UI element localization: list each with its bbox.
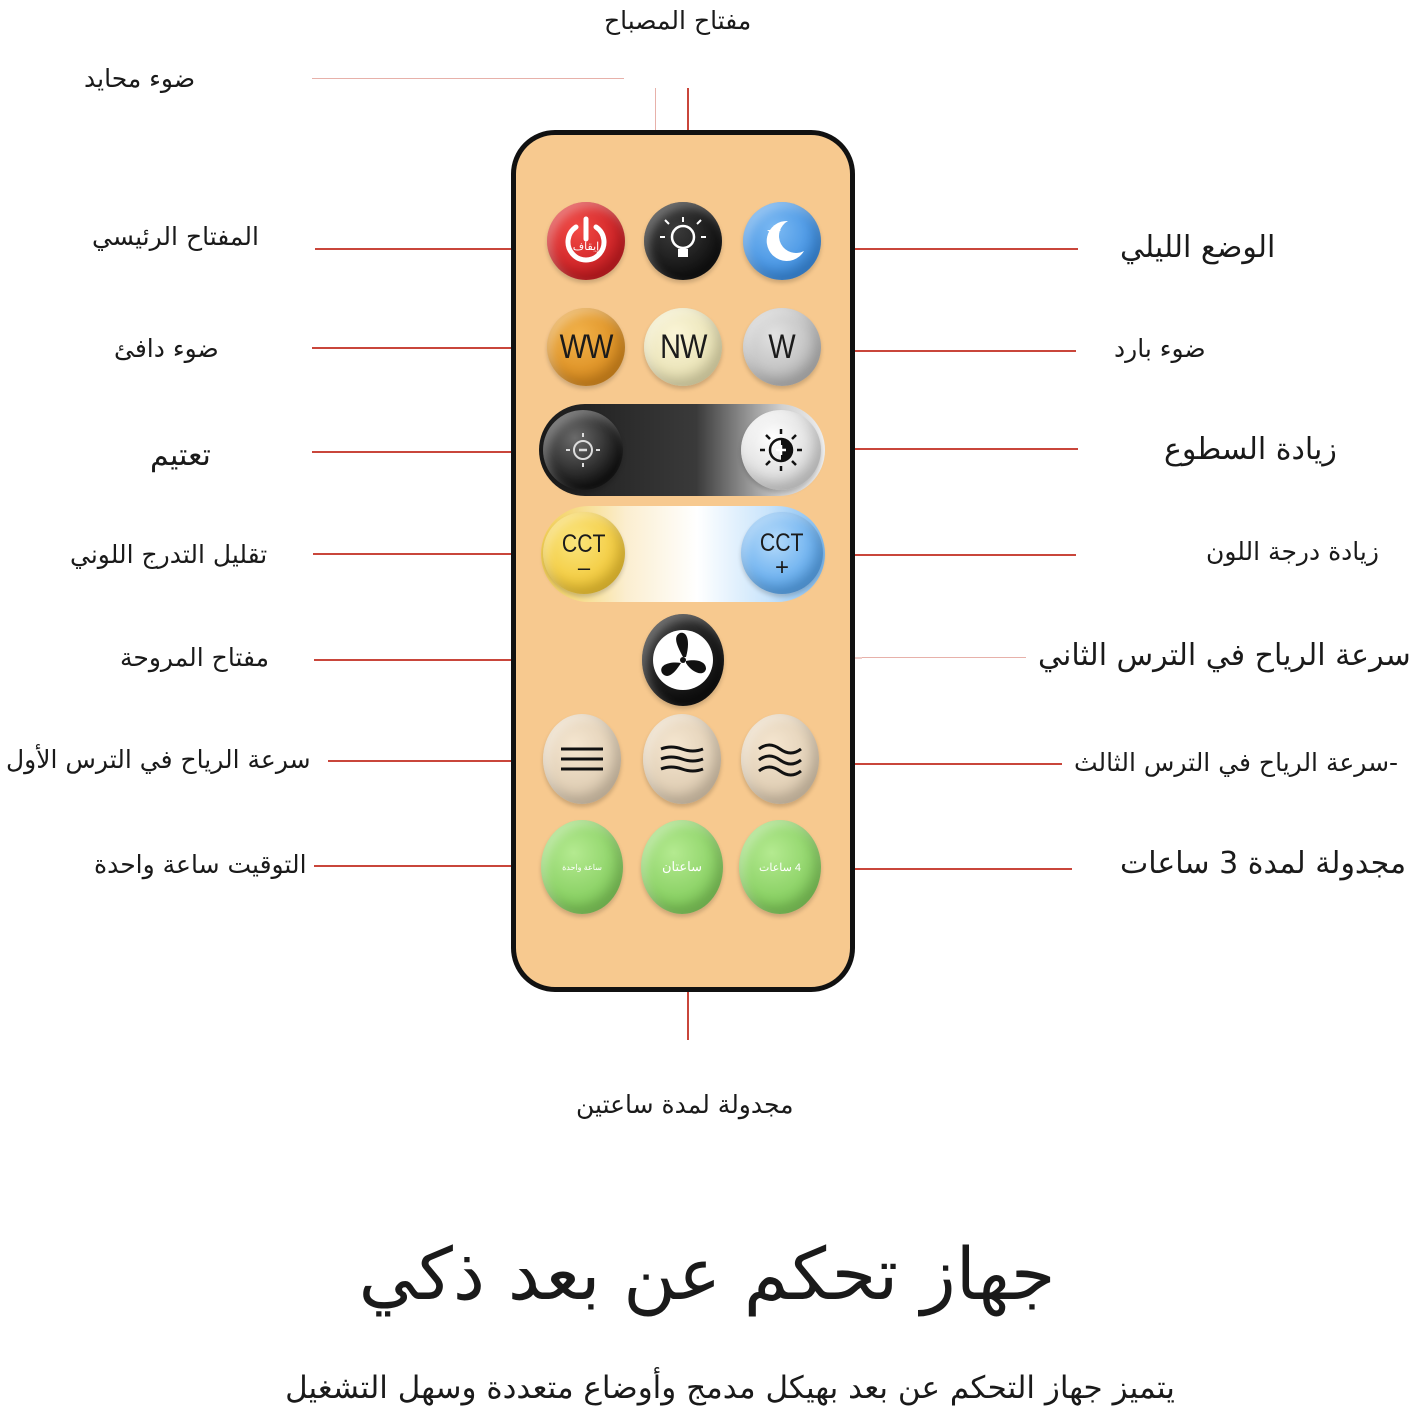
wind-speed-1-icon bbox=[559, 744, 605, 774]
label-wind-speed-2: سرعة الرياح في الترس الثاني bbox=[1038, 638, 1411, 673]
label-cold-light: ضوء بارد bbox=[1114, 334, 1206, 363]
lamp-button[interactable] bbox=[644, 202, 722, 280]
label-night-mode: الوضع الليلي bbox=[1120, 230, 1276, 265]
timer-4h-button[interactable] bbox=[739, 820, 821, 914]
page-subtitle: يتميز جهاز التحكم عن بعد بهيكل مدمج وأوضاع متعددة وسهل التشغيل bbox=[285, 1370, 1175, 1406]
warm-light-button[interactable] bbox=[547, 308, 625, 386]
wind-speed-2-button[interactable] bbox=[643, 714, 721, 804]
cct-down-sign: – bbox=[577, 554, 591, 580]
dimming-button[interactable] bbox=[543, 410, 623, 490]
cct-down-label: CCT bbox=[562, 529, 606, 558]
power-button[interactable] bbox=[547, 202, 625, 280]
cold-light-button-label: W bbox=[768, 327, 796, 366]
label-wind-speed-1: سرعة الرياح في الترس الأول bbox=[6, 745, 311, 774]
cct-up-label: CCT bbox=[760, 528, 804, 557]
brightness-up-icon bbox=[754, 423, 808, 477]
cct-up-sign: + bbox=[774, 553, 789, 581]
warm-light-button-label: WW bbox=[559, 327, 613, 366]
fan-button[interactable] bbox=[642, 614, 724, 706]
label-brightness-up: زيادة السطوع bbox=[1164, 432, 1337, 467]
cct-up-button[interactable] bbox=[741, 512, 823, 594]
brightness-down-icon bbox=[558, 425, 608, 475]
label-main-switch: المفتاح الرئيسي bbox=[92, 222, 259, 251]
leader-line-wind-speed-2 bbox=[862, 657, 1026, 658]
timer-1h-button[interactable] bbox=[541, 820, 623, 914]
light-bulb-icon bbox=[655, 213, 711, 269]
timer-2h-button[interactable] bbox=[641, 820, 723, 914]
leader-line-neutral-light bbox=[312, 78, 624, 79]
brightness-up-button[interactable] bbox=[741, 410, 821, 490]
label-neutral-light: ضوء محايد bbox=[84, 64, 196, 93]
label-dimming: تعتيم bbox=[150, 438, 211, 473]
page-title: جهاز تحكم عن بعد ذكي bbox=[358, 1232, 1056, 1316]
timer-2h-label: ساعتان bbox=[661, 859, 703, 874]
wind-speed-2-icon bbox=[659, 743, 705, 775]
label-timer-1h: التوقيت ساعة واحدة bbox=[94, 850, 307, 879]
timer-4h-label: 4 ساعات bbox=[758, 861, 802, 874]
neutral-light-button[interactable] bbox=[644, 308, 722, 386]
wind-speed-1-button[interactable] bbox=[543, 714, 621, 804]
wind-speed-3-button[interactable] bbox=[741, 714, 819, 804]
label-lamp-switch: مفتاح المصباح bbox=[604, 6, 752, 35]
cold-light-button[interactable] bbox=[743, 308, 821, 386]
label-cct-up: زيادة درجة اللون bbox=[1206, 537, 1379, 566]
label-warm-light: ضوء دافئ bbox=[114, 334, 219, 363]
night-mode-button[interactable] bbox=[743, 202, 821, 280]
label-wind-speed-3: -سرعة الرياح في الترس الثالث bbox=[1074, 748, 1399, 777]
timer-1h-label: ساعة واحدة bbox=[562, 862, 602, 872]
wind-speed-3-icon bbox=[757, 741, 803, 777]
label-timer-2h: مجدولة لمدة ساعتين bbox=[576, 1090, 794, 1119]
power-button-label: إيقاف bbox=[572, 241, 600, 253]
cct-down-button[interactable] bbox=[543, 512, 625, 594]
label-cct-down: تقليل التدرج اللوني bbox=[70, 540, 268, 569]
label-timer-3h: مجدولة لمدة 3 ساعات bbox=[1120, 846, 1407, 881]
neutral-light-button-label: NW bbox=[659, 327, 707, 366]
moon-icon bbox=[754, 213, 810, 269]
fan-icon bbox=[650, 627, 716, 693]
label-fan-switch: مفتاح المروحة bbox=[120, 643, 270, 672]
